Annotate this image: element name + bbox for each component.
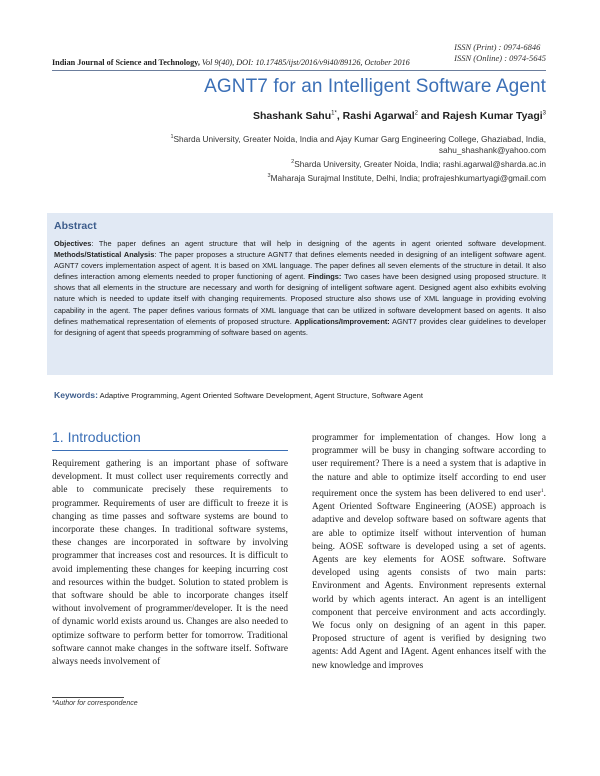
applications-label: Applications/Improvement: bbox=[294, 316, 390, 326]
header-divider bbox=[52, 70, 546, 71]
footnote: *Author for correspondence bbox=[52, 700, 138, 707]
objectives-text: : The paper defines an agent structure that will help in designing of the agents in agent oriented software development. bbox=[91, 239, 546, 248]
affiliation-1-line1: Sharda University, Greater Noida, India and Ajay Kumar Garg Engineering College, Ghaziabad, India, bbox=[173, 133, 546, 144]
body-right-column bbox=[312, 432, 546, 673]
section-heading: 1. Introduction bbox=[52, 429, 141, 445]
keywords-line bbox=[54, 390, 423, 400]
right-column-text-a: programmer for implementation of changes. How long a programmer will be busy in changing software according to user requirement? There is a need a system that is adaptive in the nature and able to optimize itself according to end user requirement once the system has been delivered to end user bbox=[312, 433, 546, 499]
author-list bbox=[253, 110, 546, 122]
findings-text: Two cases have been designed using proposed structure. It shows that all elements in the structure are necessary and worth for designing of intelligent software agent. Designed agent also exhibits evolving nature which is needed to update itself with changing requirements. Proposed structure also shows use of XML language in providing evolving capability in the agent. The paper defines various formats of XML language that can be utilized in software development based on agents. It also defines mathematical representation of elements of proposed structure. bbox=[54, 272, 546, 326]
right-column-text-b: . Agent Oriented Software Engineering (AOSE) approach is adaptive and develop software based on software agents that are able to optimize itself without intervention of human being. AOSE software is developed using a set of agents. Agents are key elements for AOSE software. Software developed using agents consists of two main parts: Environment and Agents. Environment represents external world by which agents interact. An agent is an intelligent component that perceive environment and acts accordingly. We focus only on designing of an agent in this paper. Proposed structure of agent is verified by designing two agents: Add Agent and IAgent. Agent enhances itself with the new knowledge and improves bbox=[312, 488, 546, 671]
affiliation-2-sup: 2 bbox=[291, 159, 295, 165]
author-1: Shashank Sahu bbox=[252, 110, 332, 122]
footnote-divider bbox=[52, 697, 124, 698]
section-underline bbox=[52, 450, 288, 451]
citation-marker: 1 bbox=[540, 487, 544, 494]
journal-citation bbox=[52, 58, 546, 67]
methods-text: : The paper proposes a structure AGNT7 that defines elements needed in designing of an intelligent software agent. AGNT7 covers implementation aspect of agent. It is based on XML language. The paper defines all seven elements of the structure in detail. It also defines interaction among elements needed to proper functioning of agent. bbox=[54, 250, 546, 282]
author-1-sup: 1* bbox=[331, 110, 337, 117]
abstract-body bbox=[54, 238, 546, 338]
objectives-label: Objectives bbox=[54, 239, 92, 248]
affiliation-3-sup: 3 bbox=[267, 173, 271, 179]
keywords-label: Keywords: bbox=[54, 390, 98, 400]
affiliation-2-text: Sharda University, Greater Noida, India; rashi.agarwal@sharda.ac.in bbox=[294, 158, 546, 169]
paper-title: AGNT7 for an Intelligent Software Agent bbox=[204, 76, 546, 97]
abstract-box bbox=[47, 213, 553, 375]
issn-print: ISSN (Print) : 0974-6846 bbox=[454, 42, 541, 52]
affiliation-1-email: sahu_shashank@yahoo.com bbox=[438, 144, 546, 155]
author-2-sup: 2 bbox=[414, 110, 418, 117]
issn-online: ISSN (Online) : 0974-5645 bbox=[454, 52, 546, 63]
affiliation-2 bbox=[291, 157, 546, 170]
affiliation-1-sup: 1 bbox=[170, 134, 174, 140]
author-2: Rashi Agarwal bbox=[342, 110, 415, 122]
affiliation-3-text: Maharaja Surajmal Institute, Delhi, India; profrajeshkumartyagi@gmail.com bbox=[270, 172, 546, 183]
author-3-sup: 3 bbox=[542, 110, 546, 117]
abstract-heading: Abstract bbox=[54, 220, 97, 232]
findings-label: Findings: bbox=[308, 272, 342, 282]
journal-details: Vol 9(40), DOI: 10.17485/ijst/2016/v9i40/89126, October 2016 bbox=[201, 58, 410, 67]
author-separator: , bbox=[336, 110, 343, 122]
body-left-column: Requirement gathering is an important phase of software development. It must collect user requirements correctly and able to communicate precisely these requirements to programmer. Requirements of user are difficult to freeze it is changing as time passes and software systems are bound to incorporate these changes. In traditional software systems, these changes are incorporated in software by involving programmer that increases cost and resources. It is difficult to avoid implementing these changes for keeping incurring cost and resources within the budget. Solution to stated problem is that software should be able to incorporate changes itself without involvement of programmer/developer. It is the need of dynamic world exists around us. Changes are also needed to optimize software to perform better for tomorrow. Traditional software cannot make changes in the software itself. Software always needs involvement of bbox=[52, 459, 288, 668]
author-separator: and bbox=[417, 110, 443, 122]
methods-label: Methods/Statistical Analysis bbox=[54, 250, 155, 260]
author-3: Rajesh Kumar Tyagi bbox=[442, 110, 543, 122]
journal-name: Indian Journal of Science and Technology, bbox=[52, 58, 200, 67]
affiliation-3 bbox=[268, 171, 546, 184]
applications-text: AGNT7 provides clear guidelines to developer for designing of agent that speeds programming of software based on agents. bbox=[54, 316, 547, 337]
affiliation-1 bbox=[170, 132, 546, 156]
keywords-text: Adaptive Programming, Agent Oriented Software Development, Agent Structure, Software Agent bbox=[99, 391, 423, 400]
